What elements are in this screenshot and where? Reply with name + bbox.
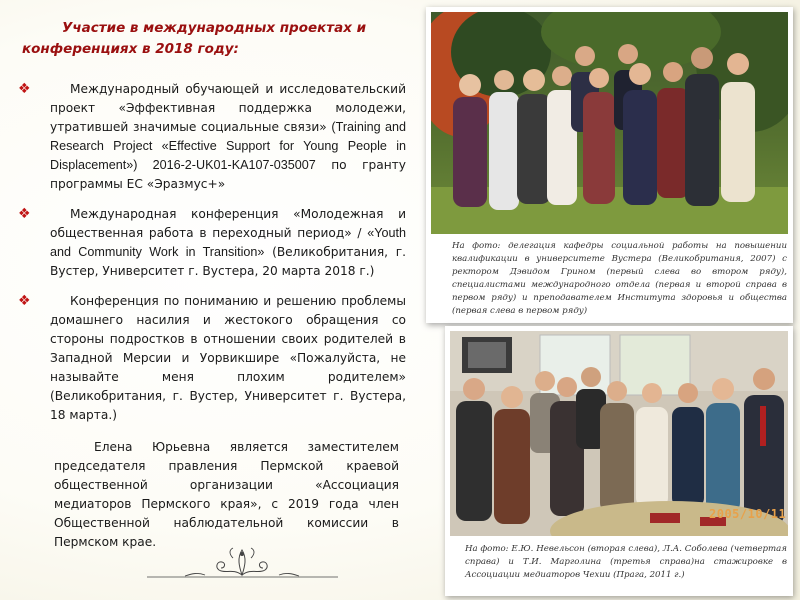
item-text: Конференция по пониманию и решению проблемы домашнего насилия и жестокого обращения со стороны подростков в отношении своих родителей в Западной Мерсии и Уорвикшире «Пожалуйста, не называйте меня плохим родителем» (Великобритания, г. Вустер, Университет г. Вустера, 18 марта.) — [50, 294, 406, 422]
item-tail: по гранту программы ЕС «Эразмус+» — [50, 158, 406, 191]
item-tail: (Великобритания, г. Вустер, Университет г. Вустера, 20 марта 2018 г.) — [50, 245, 406, 278]
diamond-cluster-icon: ❖ — [18, 81, 31, 97]
item-english: «Youth and Community Work in Transition» — [50, 226, 406, 259]
list-item — [18, 205, 406, 281]
floral-divider-icon — [145, 544, 340, 584]
group-photo-image — [450, 331, 788, 536]
bio-paragraph: Елена Юрьевна является заместителем председателя правления Пермской краевой общественной организации «Ассоциация медиаторов Пермского края», с 2019 года член Общественной наблюдательной комиссии в Пермском крае. — [54, 440, 399, 549]
photo-delegation — [426, 7, 793, 323]
photo-date-stamp: 2005/10/11 — [709, 507, 787, 521]
diamond-cluster-icon: ❖ — [18, 293, 31, 309]
photo-caption: На фото: Е.Ю. Невельсон (вторая слева), Л.А. Соболева (четвертая справа) и Т.И. Марголина (третья справа)на стажировке в Ассоциации медиаторов Чехии (Прага, 2011 г.) — [465, 544, 787, 580]
group-photo-image — [431, 12, 788, 234]
heading-line-2: конференциях в 2018 году: — [22, 41, 239, 57]
item-text: Международная конференция «Молодежная и общественная работа в переходный период» / — [50, 207, 406, 240]
photo-prague — [445, 326, 793, 596]
list-item — [18, 292, 406, 425]
heading-line-1: Участие в международных проектах и — [62, 20, 367, 36]
page-heading — [22, 18, 407, 60]
projects-list — [18, 80, 406, 436]
item-text: Международный обучающей и исследовательский проект «Эффективная поддержка молодежи, утратившей значимые социальные связи» — [50, 82, 406, 134]
list-item — [18, 80, 406, 194]
item-english: (Training and Research Project «Effective Support for Young People in Displacement») 2016-2-UK01-KA107-035007 — [50, 120, 406, 172]
photo-caption: На фото: делегация кафедры социальной работы на повышении квалификации в университете Вустера (Великобритания, 2007) с ректором Дэвидом Грином (первый слева во втором ряду), специалистами международного отдела (первая и второй справа в первом ряду) и преподавателем Института здоровья и общества (первая слева в первом ряду) — [452, 241, 787, 316]
diamond-cluster-icon: ❖ — [18, 206, 31, 222]
